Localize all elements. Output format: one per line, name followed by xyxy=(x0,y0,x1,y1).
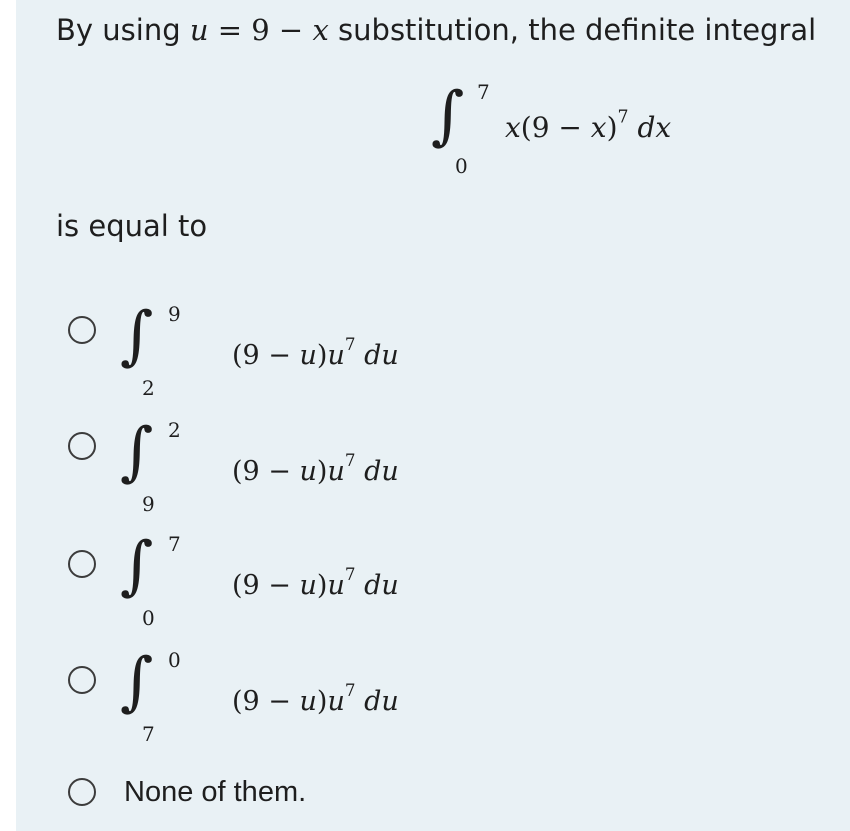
integral-sign: ∫ xyxy=(120,645,154,719)
integral-upper-limit: 7 xyxy=(477,80,490,104)
sub-num: 9 xyxy=(251,13,270,47)
integral-lower-limit: 7 xyxy=(142,722,155,746)
integral-lower-limit: 2 xyxy=(142,376,155,400)
integrand: $x(9 - x)^7$ dx xyxy=(505,107,672,144)
integral-sign: ∫ xyxy=(120,415,154,489)
integral-upper-limit: 0 xyxy=(168,648,181,672)
equal-to-text: is equal to xyxy=(56,209,208,243)
integrand: $(9 - u)u^7$ du xyxy=(232,333,399,371)
integral-lower-limit: 9 xyxy=(142,492,155,516)
option-integral xyxy=(120,299,420,412)
answer-option-1[interactable] xyxy=(68,299,408,412)
integral-lower-limit: 0 xyxy=(142,606,155,630)
radio-button[interactable] xyxy=(68,778,96,806)
sub-x: x xyxy=(312,13,329,47)
option-integral xyxy=(120,529,420,642)
sub-var: u xyxy=(189,13,209,47)
integral-sign: ∫ xyxy=(431,79,465,153)
question-card xyxy=(16,0,850,831)
integral-upper-limit: 2 xyxy=(168,418,181,442)
answer-option-4[interactable] xyxy=(68,645,408,758)
radio-button[interactable] xyxy=(68,666,96,694)
none-option-label: None of them. xyxy=(124,776,307,808)
integral-upper-limit: 9 xyxy=(168,302,181,326)
answer-option-3[interactable] xyxy=(68,529,408,642)
answer-option-2[interactable] xyxy=(68,415,408,528)
option-integral xyxy=(120,645,420,758)
intro-rest: substitution, the definite integral xyxy=(328,13,817,47)
radio-button[interactable] xyxy=(68,432,96,460)
integral-upper-limit: 7 xyxy=(168,532,181,556)
intro-text: By using xyxy=(56,13,181,47)
integral-sign: ∫ xyxy=(120,529,154,603)
integral-sign: ∫ xyxy=(120,299,154,373)
sub-minus: − xyxy=(269,13,313,47)
integrand: $(9 - u)u^7$ du xyxy=(232,679,399,717)
radio-button[interactable] xyxy=(68,550,96,578)
definite-integral xyxy=(431,80,751,180)
sub-eq: = xyxy=(208,13,252,47)
option-integral xyxy=(120,415,420,528)
answer-option-none[interactable] xyxy=(68,770,368,814)
question-intro xyxy=(56,10,816,50)
radio-button[interactable] xyxy=(68,316,96,344)
integrand: $(9 - u)u^7$ du xyxy=(232,563,399,601)
integrand: $(9 - u)u^7$ du xyxy=(232,449,399,487)
integral-lower-limit: 0 xyxy=(455,154,468,178)
